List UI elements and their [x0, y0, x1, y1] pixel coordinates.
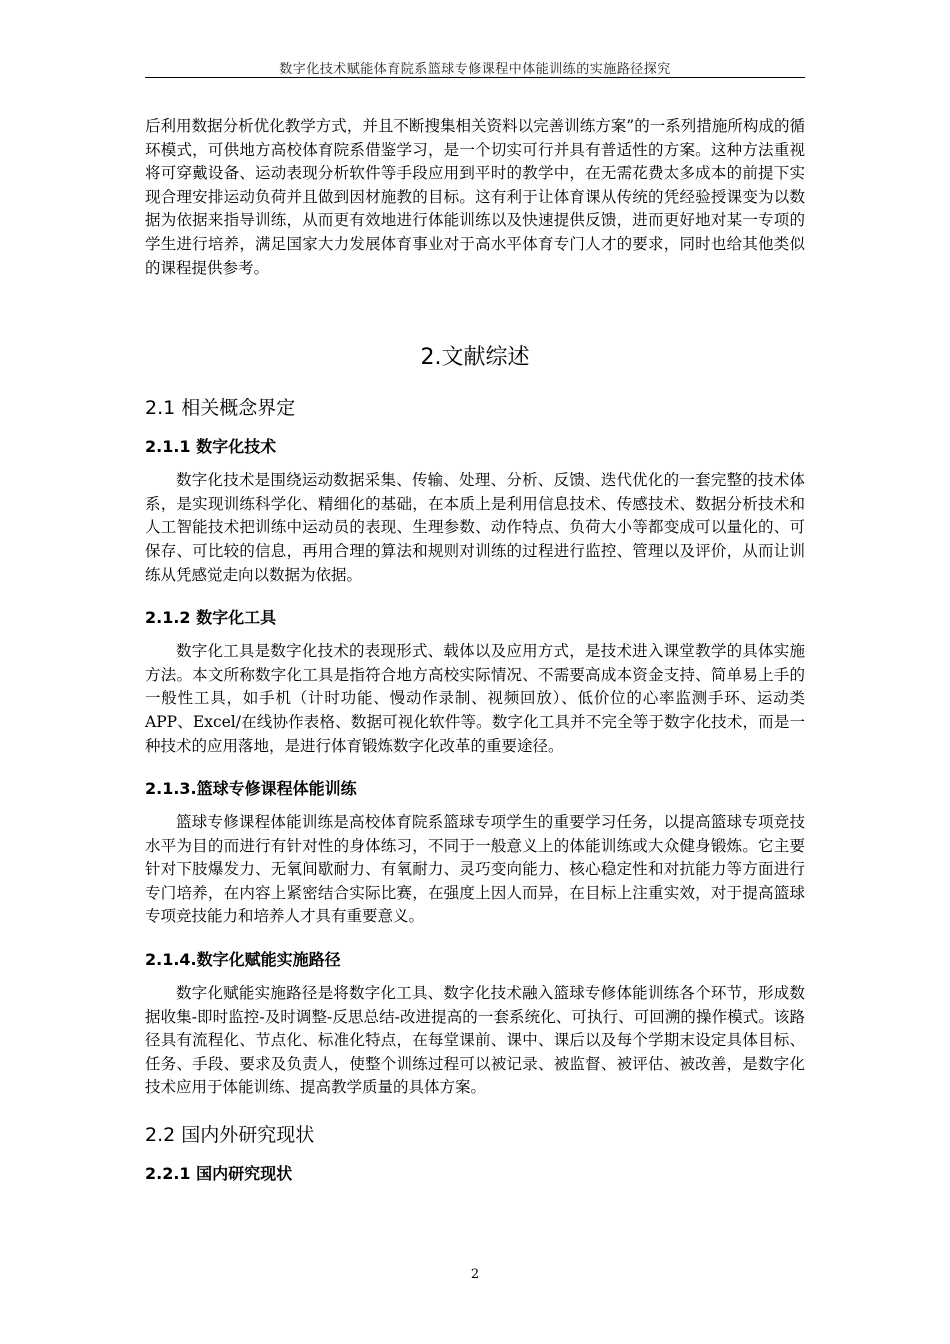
section-heading-2-2: 2.2 国内外研究现状: [145, 1124, 315, 1147]
paragraph-2-1-4: 数字化赋能实施路径是将数字化工具、数字化技术融入篮球专修体能训练各个环节，形成数据收集-即时监控-及时调整-反思总结-改进提高的一套系统化、可执行、可回溯的操作模式。该路径具有流程化、节点化、标准化特点，在每堂课前、课中、课后以及每个学期末设定具体目标、任务、手段、要求及负责人，使整个训练过程可以被记录、被监督、被评估、被改善，是数字化技术应用于体能训练、提高教学质量的具体方案。: [145, 984, 805, 1097]
paragraph-2-1-2: 数字化工具是数字化技术的表现形式、载体以及应用方式，是技术进入课堂教学的具体实施方法。本文所称数字化工具是指符合地方高校实际情况、不需要高成本资金支持、简单易上手的一般性工具，如手机（计时功能、慢动作录制、视频回放）、低价位的心率监测手环、运动类APP、Excel/在线协作表格、数据可视化软件等。数字化工具并不完全等于数字化技术，而是一种技术的应用落地，是进行体育锻炼数字化改革的重要途径。: [145, 642, 805, 755]
subsection-heading-2-1-3: 2.1.3.篮球专修课程体能训练: [145, 779, 357, 799]
page-number: 2: [470, 1267, 480, 1282]
paragraph-2-1-3: 篮球专修课程体能训练是高校体育院系篮球专项学生的重要学习任务，以提高篮球专项竞技水平为目的而进行有针对性的身体练习，不同于一般意义上的体能训练或大众健身锻炼。它主要针对下肢爆发力、无氧间歇耐力、有氧耐力、灵巧变向能力、核心稳定性和对抗能力等方面进行专门培养，在内容上紧密结合实际比赛，在强度上因人而异，在目标上注重实效，对于提高篮球专项竞技能力和培养人才具有重要意义。: [145, 813, 805, 926]
intro-paragraph: 后利用数据分析优化教学方式，并且不断搜集相关资料以完善训练方案”的一系列措施所构成的循环模式，可供地方高校体育院系借鉴学习，是一个切实可行并具有普适性的方案。这种方法重视将可穿戴设备、运动表现分析软件等手段应用到平时的教学中，在无需花费太多成本的前提下实现合理安排运动负荷并且做到因材施教的目标。这有利于让体育课从传统的凭经验授课变为以数据为依据来指导训练，从而更有效地进行体能训练以及快速提供反馈，进而更好地对某一专项的学生进行培养，满足国家大力发展体育事业对于高水平体育专门人才的要求，同时也给其他类似的课程提供参考。: [145, 117, 805, 277]
subsection-heading-2-1-4: 2.1.4.数字化赋能实施路径: [145, 950, 341, 970]
subsection-heading-2-1-1: 2.1.1 数字化技术: [145, 437, 277, 457]
section-heading-2-1: 2.1 相关概念界定: [145, 397, 296, 420]
running-header: 数字化技术赋能体育院系篮球专修课程中体能训练的实施路径探究: [279, 62, 671, 77]
chapter-heading: 2.文献综述: [420, 345, 530, 371]
page-body: [145, 115, 805, 1196]
header-divider: [145, 77, 805, 78]
subsection-heading-2-1-2: 2.1.2 数字化工具: [145, 608, 277, 628]
paragraph-2-1-1: 数字化技术是围绕运动数据采集、传输、处理、分析、反馈、迭代优化的一套完整的技术体系，是实现训练科学化、精细化的基础，在本质上是利用信息技术、传感技术、数据分析技术和人工智能技术把训练中运动员的表现、生理参数、动作特点、负荷大小等都变成可以量化的、可保存、可比较的信息，再用合理的算法和规则对训练的过程进行监控、管理以及评价，从而让训练从凭感觉走向以数据为依据。: [145, 471, 805, 584]
subsection-heading-2-2-1: 2.2.1 国内研究现状: [145, 1164, 293, 1184]
